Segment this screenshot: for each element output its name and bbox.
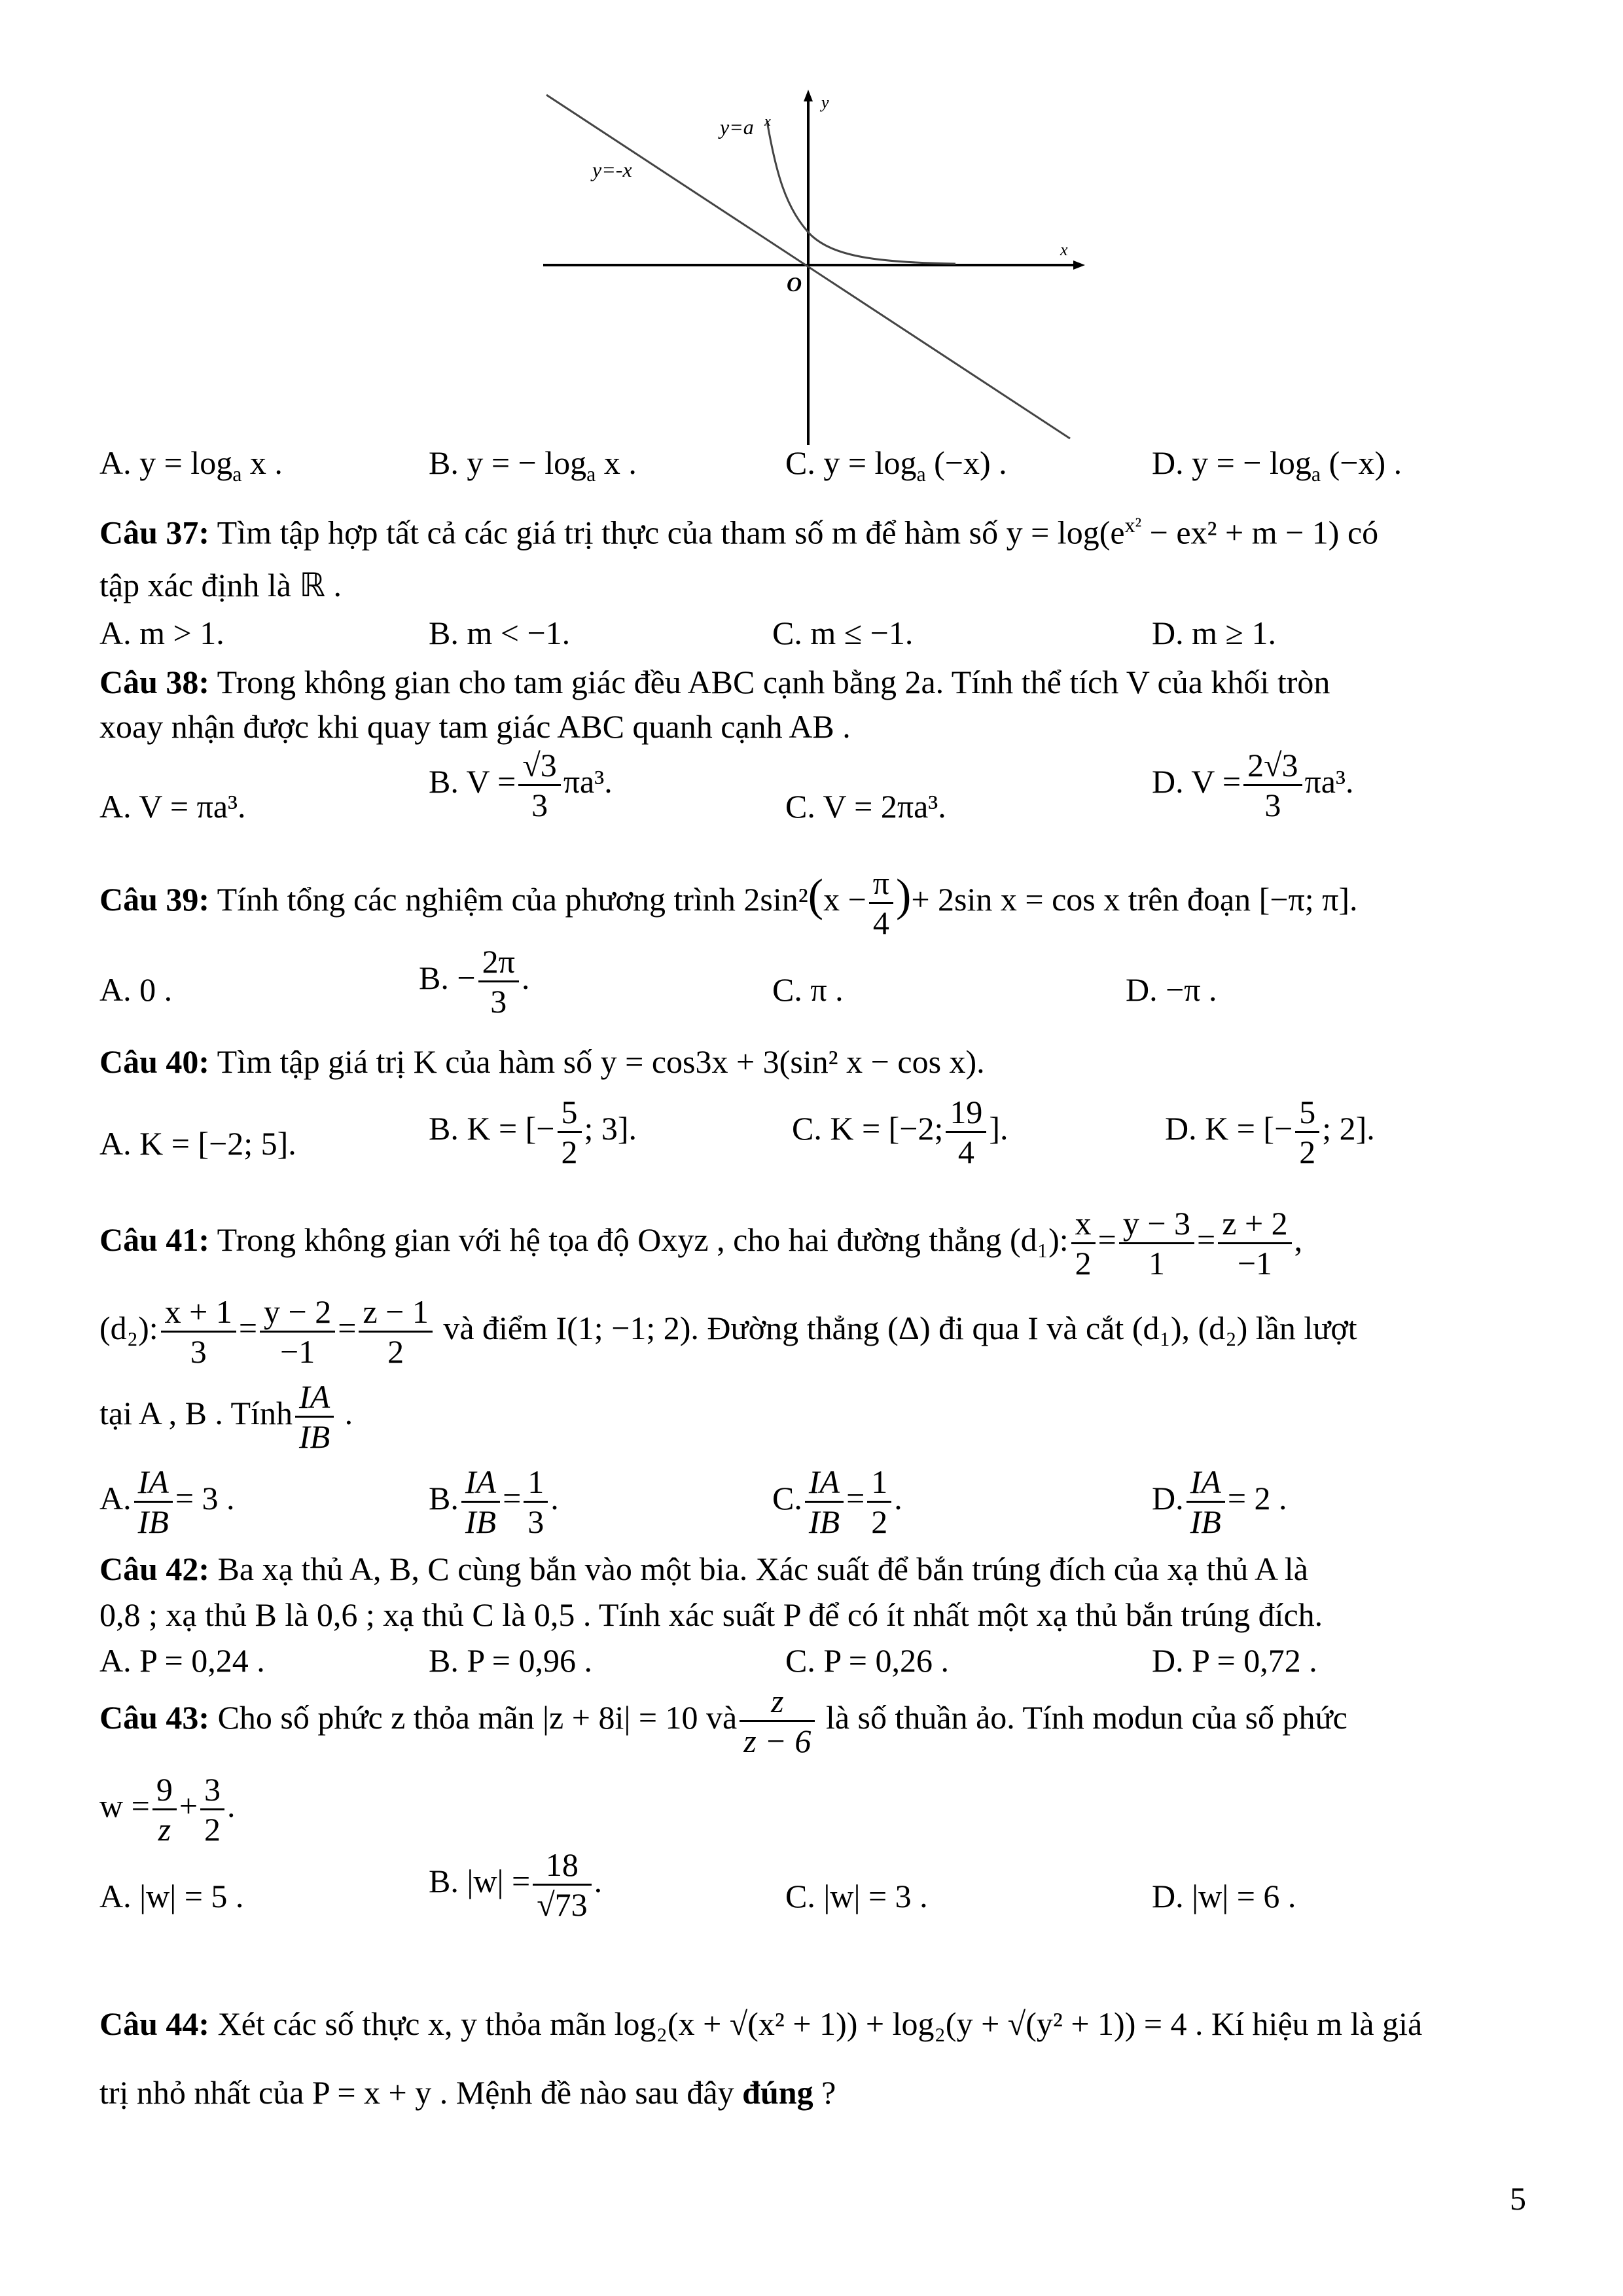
q41-option-c: C. $\frac{IA}{IB}$ = $\frac{1}{2}$ . [772,1463,902,1540]
q40-option-b: B. K = [− $\frac{5}{2}$ ; 3]. [429,1094,637,1170]
q36-option-a: A. $y = \log_a x$ . [99,444,283,486]
q44-stem: Câu 44: Xét các số thực x, y thỏa mãn log₂(x + √(x² + 1)) + log₂(y + √(y² + 1)) = 4 . Kí hiệu m là giá [99,2005,1423,2042]
q37-option-b: B. m < −1. [429,615,571,651]
q37-stem-line2: tập xác định là ℝ . [99,567,342,603]
q39-option-a: A. 0 . [99,971,173,1008]
page-number: 5 [1510,2180,1526,2217]
q38-option-d: D. V = $\frac{2√3}{3}$ πa³. [1152,747,1354,823]
q43-option-b: B. |w| = $\frac{18}{√73}$ . [429,1846,603,1923]
q42-option-a: A. P = 0,24 . [99,1642,265,1679]
q40-option-c: C. K = [−2; $\frac{19}{4}$ ]. [792,1094,1008,1170]
label-y-ax-exp: x [764,113,771,129]
q41-stem: Câu 41: Trong không gian với hệ tọa độ Oxyz , cho hai đường thẳng (d₁): $\frac{x}{2}$ = $\frac{y - 3}{1}$ = $\frac{z + 2}{-1}$ , [99,1205,1303,1282]
q38-option-a: A. V = πa³. [99,788,246,825]
q41-option-d: D. $\frac{IA}{IB}$ = 2 . [1152,1463,1287,1540]
y-axis-arrow [804,90,813,101]
q41-option-b: B. $\frac{IA}{IB}$ = $\frac{1}{3}$ . [429,1463,559,1540]
q42-stem-line2: 0,8 ; xạ thủ B là 0,6 ; xạ thủ C là 0,5 . Tính xác suất P để có ít nhất một xạ thủ bắn trúng đích. [99,1596,1323,1633]
q39-option-c: C. π . [772,971,844,1008]
q41-stem-line3: tại A , B . Tính $\frac{IA}{IB}$ . [99,1378,353,1455]
q43-option-d: D. |w| = 6 . [1152,1878,1296,1914]
q37-stem: Câu 37: Tìm tập hợp tất cả các giá trị thực của tham số m để hàm số $y = \log(e^{x^2} - ex^2 + m - 1)$ có [99,513,1379,551]
q37-option-c: C. m ≤ −1. [772,615,914,651]
x-axis-arrow [1073,260,1085,270]
label-y-ax: y=a [720,115,754,139]
origin-label: O [787,272,802,296]
q36-option-c: C. $y = \log_a (-x)$ . [785,444,1007,486]
label-y-neg-x: y=-x [592,158,632,181]
q42-option-b: B. P = 0,96 . [429,1642,592,1679]
q43-option-a: A. |w| = 5 . [99,1878,244,1914]
q40-stem: Câu 40: Tìm tập giá trị K của hàm số y = cos3x + 3(sin² x − cos x). [99,1043,985,1080]
q42-stem: Câu 42: Ba xạ thủ A, B, C cùng bắn vào một bia. Xác suất để bắn trúng đích của xạ thủ A là [99,1551,1308,1587]
q37-option-d: D. m ≥ 1. [1152,615,1276,651]
q39-option-b: B. − $\frac{2\pi}{3}$ . [419,943,530,1020]
axis-y-label: y [821,93,829,112]
q44-stem-line2: trị nhỏ nhất của P = x + y . Mệnh đề nào sau đây đúng ? [99,2074,836,2111]
q40-option-d: D. K = [− $\frac{5}{2}$ ; 2]. [1165,1094,1375,1170]
q43-stem-line2: w = $\frac{9}{z}$ + $\frac{3}{2}$ . [99,1771,236,1848]
q36-option-d: D. y = − $\log_a (-x)$ . [1152,444,1402,486]
q43-option-c: C. |w| = 3 . [785,1878,928,1914]
q39-option-d: D. −π . [1126,971,1217,1008]
q42-option-d: D. P = 0,72 . [1152,1642,1317,1679]
curve-exponential [767,121,955,264]
q38-stem-line2: xoay nhận được khi quay tam giác ABC quanh cạnh AB . [99,708,851,745]
q37-option-a: A. m > 1. [99,615,224,651]
function-graph [537,85,1093,452]
q40-option-a: A. K = [−2; 5]. [99,1125,296,1162]
q43-stem: Câu 43: Cho số phức z thỏa mãn |z + 8i| = 10 và $\frac{z}{z - 6}$ là số thuần ảo. Tính modun của số phức [99,1683,1347,1759]
q38-option-c: C. V = 2πa³. [785,788,946,825]
axis-x-label: x [1060,240,1068,259]
q41-option-a: A. $\frac{IA}{IB}$ = 3 . [99,1463,235,1540]
q36-option-b: B. y = − $\log_a x$ . [429,444,637,486]
q42-option-c: C. P = 0,26 . [785,1642,949,1679]
q41-stem-line2: (d₂): $\frac{x + 1}{3}$ = $\frac{y - 2}{-1}$ = $\frac{z - 1}{2}$ và điểm I(1; −1; 2). Đường thẳng (Δ) đi qua I và cắt (d₁), (d₂) lần lượt [99,1293,1357,1370]
q38-option-b: B. V = $\frac{√3}{3}$ πa³. [429,747,613,823]
q39-stem: Câu 39: Tính tổng các nghiệm của phương trình 2sin²(x − $\frac{\pi}{4}$ )+ 2sin x = cos x trên đoạn [−π; π]. [99,865,1358,941]
q38-stem: Câu 38: Trong không gian cho tam giác đều ABC cạnh bằng 2a. Tính thể tích V của khối tròn [99,664,1330,700]
